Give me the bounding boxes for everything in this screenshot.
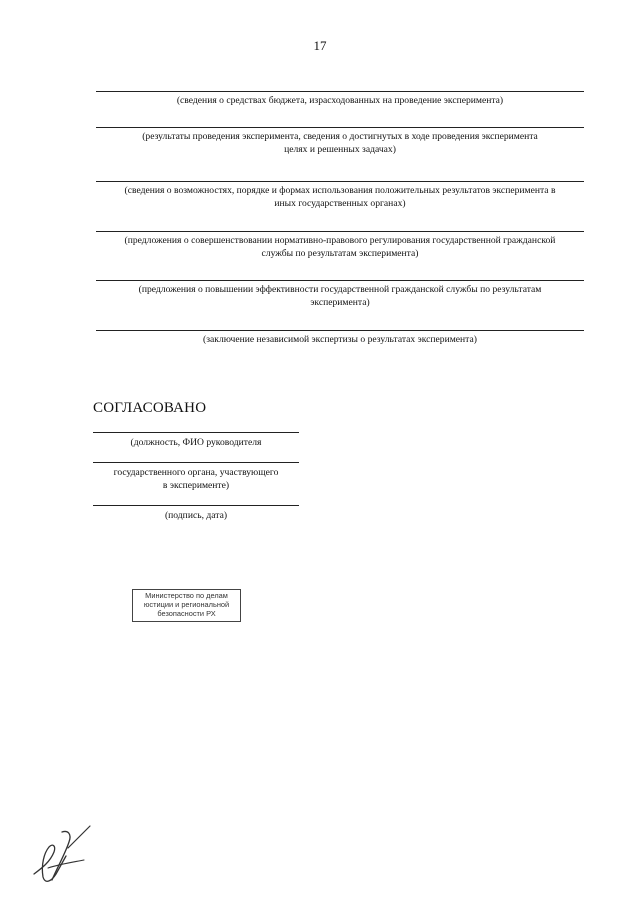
field-caption-results: (результаты проведения эксперимента, сведения о достигнутых в ходе проведения эксперимента целях и решенных задачах) — [142, 131, 538, 155]
fill-field-usage — [96, 181, 584, 210]
field-caption-regulation: (предложения о совершенствовании нормативно-правового регулирования государственной гражданской службы по результатам эксперимента) — [124, 235, 556, 259]
fill-line — [96, 127, 584, 128]
fill-field-expertise — [96, 330, 584, 346]
field-caption-budget: (сведения о средствах бюджета, израсходованных на проведение эксперимента) — [176, 95, 504, 106]
field-caption-efficiency: (предложения о повышении эффективности государственной гражданской службы по результатам эксперимента) — [138, 284, 542, 308]
fill-line — [96, 330, 584, 331]
signature-line — [93, 462, 299, 463]
stamp-line: Министерство по делам — [145, 591, 228, 600]
handwritten-signature — [20, 822, 100, 892]
fill-line — [96, 91, 584, 92]
field-caption-expertise: (заключение независимой экспертизы о результатах эксперимента) — [203, 334, 477, 345]
fill-field-regulation — [96, 231, 584, 260]
fill-line — [96, 231, 584, 232]
fill-field-efficiency — [96, 280, 584, 309]
fill-field-budget — [96, 91, 584, 107]
stamp-line: безопасности РХ — [157, 609, 216, 618]
approval-caption-signature: (подпись, дата) — [164, 510, 228, 521]
fill-line — [96, 280, 584, 281]
approval-signature-field — [93, 505, 299, 522]
field-caption-usage: (сведения о возможностях, порядке и формах использования положительных результатов эксперимента в иных государственных органах) — [124, 185, 556, 209]
signature-line — [93, 432, 299, 433]
stamp-line: юстиции и региональной — [143, 600, 230, 609]
ministry-stamp — [132, 589, 241, 622]
fill-field-results — [96, 127, 584, 156]
approval-position-field — [93, 432, 299, 449]
page-number: 17 — [313, 38, 327, 53]
approval-title: СОГЛАСОВАНО — [93, 400, 207, 416]
approval-caption-position: (должность, ФИО руководителя — [130, 437, 262, 448]
fill-line — [96, 181, 584, 182]
approval-organ-field — [93, 462, 299, 492]
signature-line — [93, 505, 299, 506]
approval-caption-organ: государственного органа, участвующего в эксперименте) — [113, 467, 279, 491]
